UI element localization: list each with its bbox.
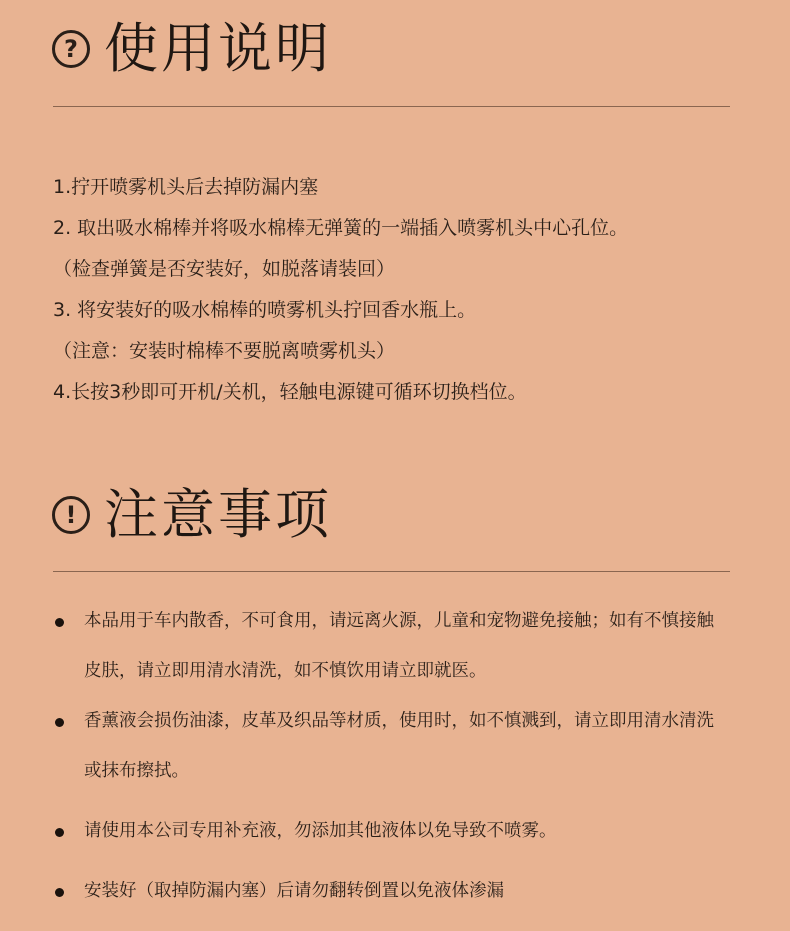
notice-divider [53, 571, 730, 572]
bullet-dot-icon [55, 888, 64, 897]
notice-item [53, 866, 723, 916]
bullet-dot-icon [55, 718, 64, 727]
bullet-dot-icon [55, 828, 64, 837]
notice-item-text: 请使用本公司专用补充液，勿添加其他液体以免导致不喷雾。 [84, 821, 557, 841]
usage-step: 2. 取出吸水棉棒并将吸水棉棒无弹簧的一端插入喷雾机头中心孔位。 [53, 217, 629, 239]
notice-list [53, 596, 723, 916]
usage-steps [53, 167, 628, 413]
usage-step: （检查弹簧是否安装好，如脱落请装回） [53, 258, 396, 280]
usage-header [52, 17, 332, 80]
usage-step: 3. 将安装好的吸水棉棒的喷雾机头拧回香水瓶上。 [53, 299, 477, 321]
usage-divider [53, 106, 730, 107]
usage-step: （注意：安装时棉棒不要脱离喷雾机头） [53, 340, 396, 362]
notice-item [53, 696, 723, 796]
notice-header [52, 483, 332, 546]
usage-step: 1.拧开喷雾机头后去掉防漏内塞 [53, 176, 319, 198]
exclamation-circle-icon: ! [52, 496, 90, 534]
usage-step: 4.长按3秒即可开机/关机，轻触电源键可循环切换档位。 [53, 381, 527, 403]
bullet-dot-icon [55, 618, 64, 627]
notice-item [53, 806, 723, 856]
notice-item-text: 安装好（取掉防漏内塞）后请勿翻转倒置以免液体渗漏 [84, 881, 504, 901]
notice-item-text: 本品用于车内散香，不可食用，请远离火源，儿童和宠物避免接触；如有不慎接触皮肤，请立即用清水清洗，如不慎饮用请立即就医。 [84, 611, 714, 681]
notice-item-text: 香薰液会损伤油漆，皮革及织品等材质，使用时，如不慎溅到，请立即用清水清洗或抹布擦拭。 [84, 711, 714, 781]
usage-title: 使用说明 [104, 17, 332, 80]
question-circle-icon: ? [52, 30, 90, 68]
notice-title: 注意事项 [104, 483, 332, 546]
notice-item [53, 596, 723, 696]
